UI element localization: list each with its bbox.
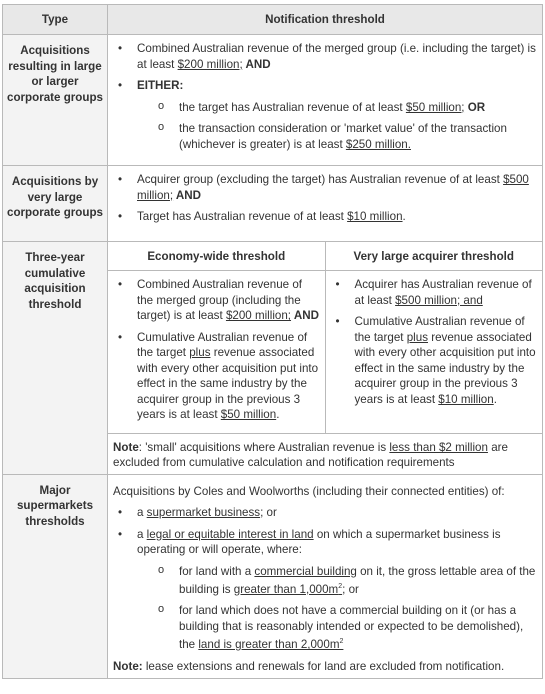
list-item: • Acquirer has Australian revenue of at least $500 million; and: [331, 277, 538, 308]
bullet-list: [331, 277, 538, 407]
row-type-cumulative: Three-year cumulative acquisition threshold: [3, 242, 108, 475]
cumulative-subtable: [107, 241, 543, 475]
bullet-list: [113, 505, 537, 653]
cumulative-note: Note: 'small' acquisitions where Australian revenue is less than $2 million are excluded from cumulative calculation and notification requirements: [108, 433, 543, 475]
row-content: [108, 242, 543, 475]
row-type-supermarkets: Major supermarkets thresholds: [3, 474, 108, 679]
very-large-acquirer-cell: [325, 271, 543, 434]
list-item: • Combined Australian revenue of the merged group (including the target) is at least $200 million; AND: [113, 277, 320, 324]
type-header: Type: [3, 5, 108, 35]
list-item: • a supermarket business; or: [113, 505, 537, 521]
row-type-very-large-groups: Acquisitions by very large corporate groups: [3, 166, 108, 242]
list-item: • Combined Australian revenue of the merged group (i.e. including the target) is at least $200 million; AND: [113, 41, 537, 72]
list-item: • Cumulative Australian revenue of the target plus revenue associated with every other acquisition put into effect in the same industry by the acquirer group in the previous 3 years is at least $50 million.: [113, 330, 320, 423]
row-type-large-groups: Acquisitions resulting in large or larger corporate groups: [3, 35, 108, 166]
row-content: [108, 35, 543, 166]
list-item: • Cumulative Australian revenue of the target plus revenue associated with every other acquisition put into effect in the same industry by the acquirer group in the previous 3 years is at least $10 million.: [331, 314, 538, 407]
threshold-header: Notification threshold: [108, 5, 543, 35]
bullet-list: [113, 41, 537, 152]
economy-wide-cell: [108, 271, 326, 434]
sub-list-item: o for land with a commercial building on it, the gross lettable area of the building is greater than $1,000m^2$; or: [113, 564, 537, 598]
bullet-list: [113, 172, 537, 225]
economy-wide-header: Economy-wide threshold: [108, 242, 326, 271]
list-item: • Target has Australian revenue of at least $10 million.: [113, 209, 537, 225]
table-row: [3, 35, 543, 166]
row-content: [108, 166, 543, 242]
threshold-table: [2, 4, 543, 679]
sub-list: [137, 564, 537, 653]
sub-list-item: o for land which does not have a commercial building on it (or has a building that is reasonably intended or expected to be demolished), the land is greater than $2,000m^2$: [113, 603, 537, 652]
table-row: [3, 242, 543, 475]
row-content: [108, 474, 543, 679]
header-row: [3, 5, 543, 35]
bullet-list: [113, 277, 320, 423]
sub-list: [137, 100, 537, 153]
very-large-acquirer-header: Very large acquirer threshold: [325, 242, 543, 271]
supermarket-note: Note: lease extensions and renewals for land are excluded from notification.: [113, 659, 505, 673]
sub-list-item: o the transaction consideration or 'market value' of the transaction (whichever is greater) is at least $250 million.: [113, 121, 537, 152]
supermarket-intro: Acquisitions by Coles and Woolworths (including their connected entities) of:: [113, 484, 505, 498]
table-row: [3, 474, 543, 679]
table-row: [3, 166, 543, 242]
list-item: • a legal or equitable interest in land on which a supermarket business is operating or will operate, where: o for land with a commercial building on it, the gross lettable area of the building is greater than $1,000m^2$; or o for land which does not have a commercial building on it (or has a building that is reasonably intended or expected to be demolished), the land is greater than $2,000m^2$: [113, 527, 537, 653]
list-item: • Acquirer group (excluding the target) has Australian revenue of at least $500 million; AND: [113, 172, 537, 203]
list-item: • EITHER: o the target has Australian revenue of at least $50 million; OR o the transaction consideration or 'market value' of the transaction (whichever is greater) is at least $250 million.: [113, 78, 537, 152]
sub-list-item: o the target has Australian revenue of at least $50 million; OR: [113, 100, 537, 116]
